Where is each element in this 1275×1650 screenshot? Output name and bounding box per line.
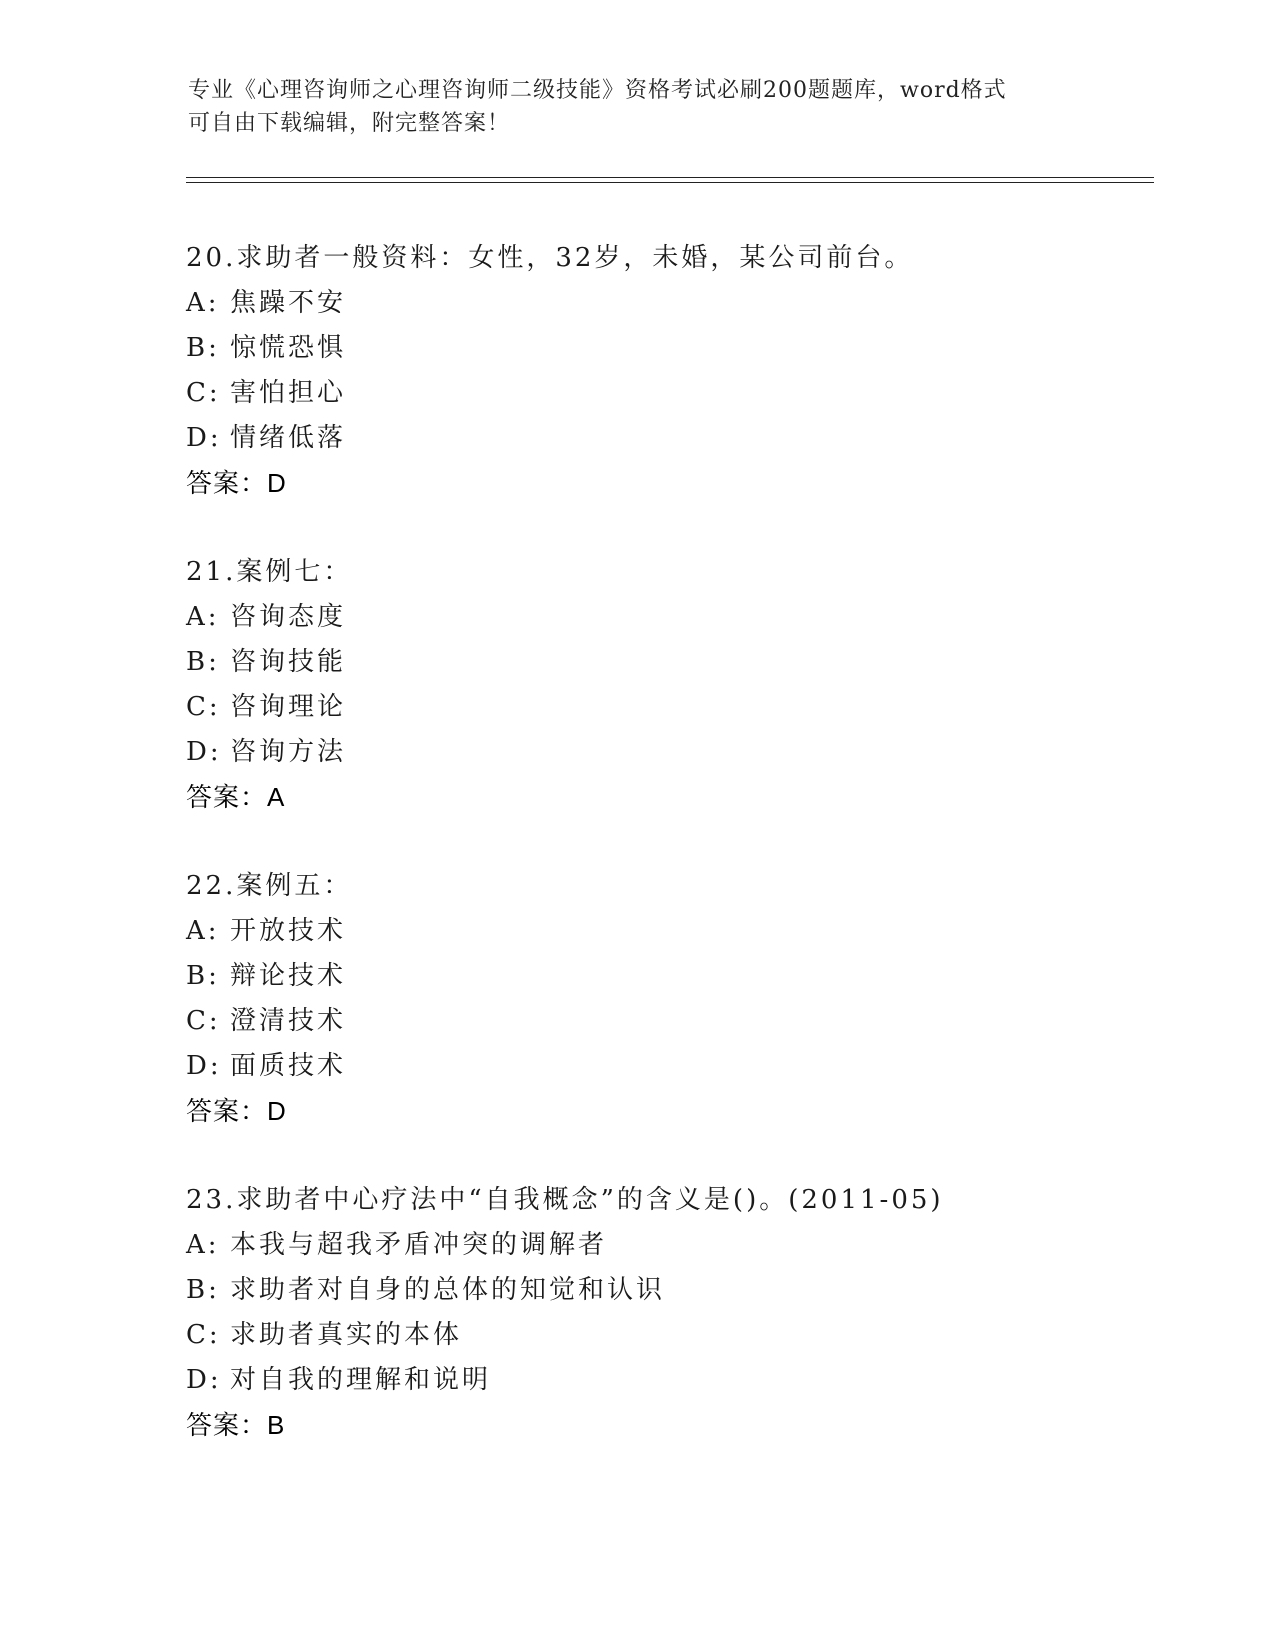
option-letter: B: — [186, 961, 220, 991]
option-a — [186, 281, 1146, 326]
question-21 — [186, 550, 1146, 820]
header-divider-bottom — [186, 182, 1154, 183]
option-text: 咨询技能 — [230, 647, 347, 677]
header-divider-top — [186, 177, 1154, 178]
option-text: 开放技术 — [230, 916, 347, 946]
document-header — [188, 74, 1068, 140]
option-a — [186, 909, 1146, 954]
question-stem: 22.案例五： — [186, 871, 353, 901]
option-text: 面质技术 — [230, 1051, 347, 1081]
option-b — [186, 640, 1146, 685]
option-text: 情绪低落 — [230, 423, 347, 453]
header-title-line-2: 可自由下载编辑，附完整答案！ — [188, 111, 511, 136]
option-d — [186, 416, 1146, 461]
option-text: 咨询态度 — [230, 602, 347, 632]
option-text: 害怕担心 — [230, 378, 347, 408]
option-a — [186, 595, 1146, 640]
option-letter: C: — [186, 1320, 221, 1350]
option-text: 辩论技术 — [230, 961, 347, 991]
question-20 — [186, 236, 1146, 506]
option-text: 求助者真实的本体 — [230, 1320, 463, 1350]
option-c — [186, 371, 1146, 416]
question-23 — [186, 1178, 1146, 1448]
option-text: 焦躁不安 — [230, 288, 347, 318]
option-letter: D: — [186, 423, 222, 453]
option-text: 咨询理论 — [230, 692, 347, 722]
option-d — [186, 1358, 1146, 1403]
option-letter: B: — [186, 1275, 220, 1305]
option-text: 对自我的理解和说明 — [230, 1365, 492, 1395]
question-stem: 23.求助者中心疗法中“自我概念”的含义是()。(2011-05) — [186, 1185, 944, 1215]
option-letter: C: — [186, 1006, 221, 1036]
question-list — [186, 236, 1146, 1492]
option-d — [186, 1044, 1146, 1089]
option-b — [186, 326, 1146, 371]
option-text: 澄清技术 — [230, 1006, 347, 1036]
option-letter: A: — [186, 288, 220, 318]
option-b — [186, 954, 1146, 999]
option-letter: C: — [186, 378, 221, 408]
option-c — [186, 1313, 1146, 1358]
option-a — [186, 1223, 1146, 1268]
option-letter: B: — [186, 333, 220, 363]
option-letter: D: — [186, 1365, 222, 1395]
answer-line: 答案：D — [186, 1096, 287, 1126]
question-stem: 20.求助者一般资料：女性，32岁，未婚，某公司前台。 — [186, 243, 914, 273]
option-letter: A: — [186, 1230, 220, 1260]
option-c — [186, 999, 1146, 1044]
option-letter: D: — [186, 737, 222, 767]
option-text: 惊慌恐惧 — [230, 333, 347, 363]
option-d — [186, 730, 1146, 775]
option-text: 求助者对自身的总体的知觉和认识 — [230, 1275, 666, 1305]
option-letter: A: — [186, 916, 220, 946]
option-letter: B: — [186, 647, 220, 677]
option-text: 咨询方法 — [230, 737, 347, 767]
option-letter: C: — [186, 692, 221, 722]
option-letter: A: — [186, 602, 220, 632]
option-c — [186, 685, 1146, 730]
option-letter: D: — [186, 1051, 222, 1081]
answer-line: 答案：A — [186, 782, 286, 812]
question-22 — [186, 864, 1146, 1134]
option-text: 本我与超我矛盾冲突的调解者 — [230, 1230, 608, 1260]
answer-line: 答案：B — [186, 1410, 286, 1440]
question-stem: 21.案例七： — [186, 557, 353, 587]
answer-line: 答案：D — [186, 468, 287, 498]
option-b — [186, 1268, 1146, 1313]
header-title-line-1: 专业《心理咨询师之心理咨询师二级技能》资格考试必刷200题题库，word格式 — [188, 78, 1007, 103]
